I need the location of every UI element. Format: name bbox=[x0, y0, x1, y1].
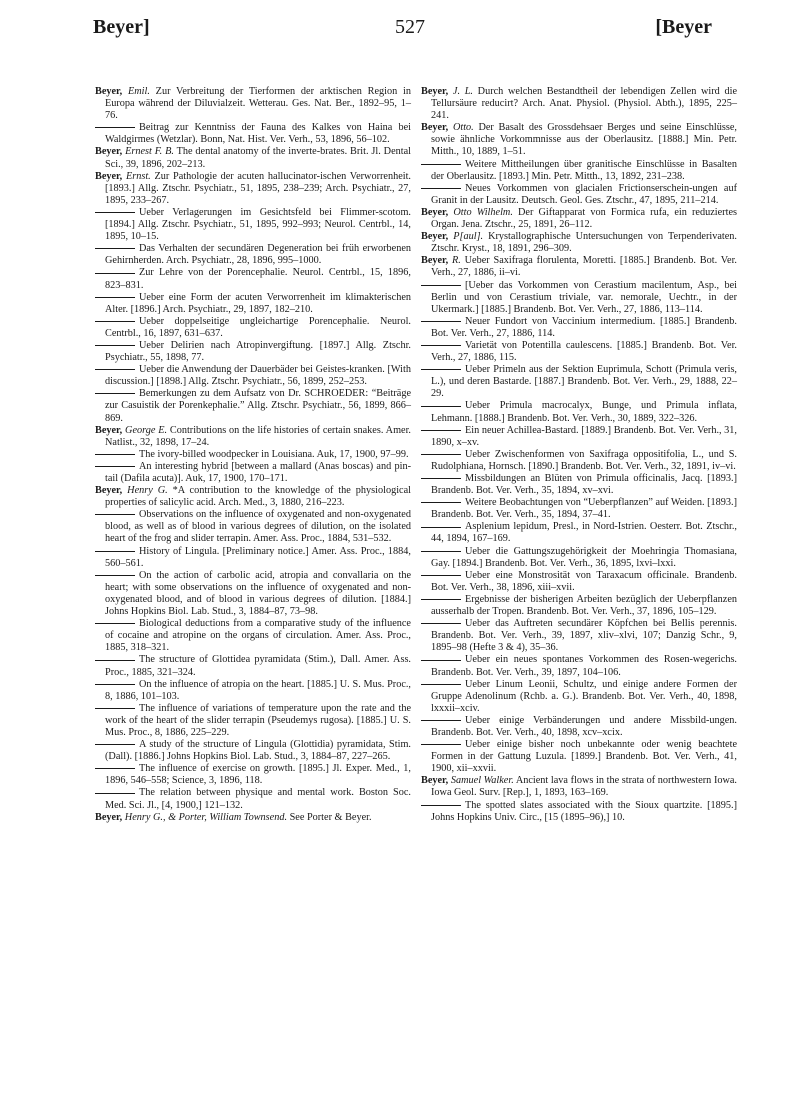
ditto-rule bbox=[421, 805, 461, 806]
citation-text: A study of the structure of Lingula (Glottidia) pyramidata, Stim. (Dall). [1886.] Johns Hopkins Biol. Lab. Stud., 3, 1884–87, 227–265. bbox=[105, 739, 411, 763]
sub-entry bbox=[95, 364, 411, 388]
ditto-rule bbox=[421, 660, 461, 661]
sub-entry bbox=[421, 449, 737, 473]
author-surname: Beyer, bbox=[421, 122, 449, 134]
sub-entry bbox=[421, 183, 737, 207]
ditto-rule bbox=[421, 285, 461, 286]
citation-text: The influence of variations of temperature upon the rate and the work of the heart of the slider terrapin (Pseudemys rugosa). [1885.] U. S. Mus. Proc., 8, 1886, 225–229. bbox=[105, 702, 411, 738]
sub-entry bbox=[421, 280, 737, 316]
ditto-rule bbox=[95, 551, 135, 552]
citation-text: Ueber eine Form der acuten Verworrenheit im klimakterischen Alter. [1896.] Arch. Psychiatr., 29, 1897, 182–210. bbox=[105, 291, 411, 315]
citation-text: The structure of Glottidea pyramidata (Stim.), Dall. Amer. Ass. Proc., 1885, 321–324. bbox=[105, 654, 411, 678]
sub-entry bbox=[421, 715, 737, 739]
citation-text: Ein neuer Achillea-Bastard. [1889.] Brandenb. Bot. Ver. Verh., 31, 1890, x–xv. bbox=[431, 424, 737, 448]
author-forename: J. L. bbox=[448, 86, 473, 97]
ditto-rule bbox=[95, 514, 135, 515]
sub-entry bbox=[421, 594, 737, 618]
sub-entry bbox=[421, 618, 737, 654]
citation-text: Ergebnisse der bisherigen Arbeiten bezüglich der Ueberpflanzen ausserhalb der Tropen. Brandenb. Bot. Ver. Verh., 37, 1896, 105–129. bbox=[431, 593, 737, 618]
citation-text: Neues Vorkommen von glacialen Frictionserschein-ungen auf Granit in der Lausitz. Deutsch. Geol. Ges. Ztschr., 47, 1895, 211–214. bbox=[431, 182, 737, 206]
citation-text: Krystallographische Untersuchungen von Terpenderivaten. Ztschr. Kryst., 18, 1891, 296–309. bbox=[431, 231, 737, 255]
author-surname: Beyer, bbox=[95, 424, 123, 436]
author-surname: Beyer, bbox=[421, 86, 449, 97]
ditto-rule bbox=[421, 527, 461, 528]
author-forename: Ernst. bbox=[122, 170, 151, 182]
ditto-rule bbox=[95, 575, 135, 576]
author-surname: Beyer, bbox=[421, 206, 449, 218]
sub-entry bbox=[95, 509, 411, 545]
citation-text: Missbildungen an Blüten von Primula officinalis, Jacq. [1893.] Brandenb. Bot. Ver. Verh., 35, 1894, xv–xvi. bbox=[431, 473, 737, 497]
running-header bbox=[0, 16, 800, 42]
ditto-rule bbox=[95, 345, 135, 346]
sub-entry bbox=[95, 267, 411, 291]
ditto-rule bbox=[421, 454, 461, 455]
ditto-rule bbox=[421, 623, 461, 624]
sub-entry bbox=[421, 570, 737, 594]
ditto-rule bbox=[95, 768, 135, 769]
ditto-rule bbox=[95, 297, 135, 298]
citation-text: Zur Pathologie der acuten hallucinator-ischen Verworrenheit. [1893.] Allg. Ztschr. Psychiatr., 51, 1895, 238–239; Arch. Psychiatr., 27, 1895, 233–267. bbox=[105, 170, 411, 206]
citation-text: History of Lingula. [Preliminary notice.] Amer. Ass. Proc., 1884, 560–561. bbox=[105, 545, 411, 569]
citation-text: Ancient lava flows in the strata of northwestern Iowa. Iowa Geol. Surv. [Rep.], 1, 1893, 163–169. bbox=[431, 775, 737, 799]
sub-entry bbox=[95, 207, 411, 243]
sub-entry bbox=[421, 521, 737, 545]
sub-entry bbox=[421, 316, 737, 340]
citation-text: Weitere Beobachtungen von “Ueberpflanzen” auf Weiden. [1893.] Brandenb. Bot. Ver. Verh., 35, 1894, 37–41. bbox=[431, 497, 737, 521]
author-forename: Otto Wilhelm. bbox=[448, 206, 513, 218]
author-forename: Henry G. bbox=[122, 485, 168, 497]
citation-text: Ueber Saxifraga florulenta, Moretti. [1885.] Brandenb. Bot. Ver. Verh., 27, 1886, ii–vi. bbox=[431, 255, 737, 279]
author-entry bbox=[421, 86, 737, 122]
author-entry bbox=[421, 207, 737, 231]
citation-text: Das Verhalten der secundären Degeneration bei früh erworbenen Gehirnherden. Arch. Psychiatr., 28, 1896, 995–1000. bbox=[105, 243, 411, 267]
ditto-rule bbox=[95, 248, 135, 249]
author-forename: Emil. bbox=[122, 86, 150, 97]
sub-entry bbox=[95, 570, 411, 618]
author-surname: Beyer, bbox=[421, 775, 449, 787]
author-entry bbox=[421, 122, 737, 158]
ditto-rule bbox=[95, 623, 135, 624]
ditto-rule bbox=[95, 660, 135, 661]
citation-text: Zur Verbreitung der Tierformen der arktischen Region in Europa während der Diluvialzeit. Wetterau. Ges. Nat. Ber., 1892–95, 1–76. bbox=[105, 86, 411, 122]
ditto-rule bbox=[421, 188, 461, 189]
citation-text: Asplenium lepidum, Presl., in Nord-Istrien. Oesterr. Bot. Ztschr., 44, 1894, 167–169. bbox=[431, 521, 737, 545]
author-surname: Beyer, bbox=[95, 485, 123, 497]
author-surname: Beyer, bbox=[95, 170, 123, 182]
citation-text: On the action of carbolic acid, atropia and convallaria on the heart; with some observations on the influence of oxygenated and non-oxygenated blood, and of blood in various degrees of dilution. [1884.] Johns Hopkins Biol. Lab. Stud., 3, 1884–87, 73–98. bbox=[105, 569, 411, 618]
sub-entry bbox=[421, 679, 737, 715]
sub-entry bbox=[95, 787, 411, 811]
sub-entry bbox=[95, 703, 411, 739]
ditto-rule bbox=[421, 164, 461, 165]
citation-text: Varietät von Potentilla caulescens. [1885.] Brandenb. Bot. Ver. Verh., 27, 1886, 115. bbox=[431, 339, 737, 364]
header-right: [Beyer bbox=[655, 16, 712, 38]
ditto-rule bbox=[421, 684, 461, 685]
sub-entry bbox=[95, 739, 411, 763]
author-entry bbox=[421, 775, 737, 799]
sub-entry bbox=[95, 388, 411, 424]
author-surname: Beyer, bbox=[95, 146, 123, 158]
author-forename: P[aul]. bbox=[448, 231, 484, 243]
citation-text: Ueber einige bisher noch unbekannte oder wenig beachtete Formen in der Gattung Luzula. [1899.] Brandenb. Bot. Ver. Verh., 41, 1900, xii–xxvii. bbox=[431, 739, 737, 775]
citation-text: *A contribution to the knowledge of the physiological properties of salicylic acid. Arch. Med., 3, 1880, 216–223. bbox=[105, 485, 411, 509]
citation-text: An interesting hybrid [between a mallard (Anas boscas) and pin-tail (Dafila acuta)]. Auk, 17, 1900, 170–171. bbox=[105, 460, 411, 484]
sub-entry bbox=[421, 800, 737, 824]
sub-entry bbox=[95, 316, 411, 340]
ditto-rule bbox=[95, 212, 135, 213]
header-left: Beyer] bbox=[93, 16, 150, 38]
sub-entry bbox=[95, 679, 411, 703]
citation-text: Observations on the influence of oxygenated and non-oxygenated blood, as well as of blood in various degrees of dilution, on the isolated heart of the frog and slider terrapin. Amer. Ass. Proc., 1884, 531–532. bbox=[105, 509, 411, 545]
citation-text: The dental anatomy of the inverte-brates. Brit. Jl. Dental Sci., 39, 1896, 202–213. bbox=[105, 146, 411, 170]
sub-entry bbox=[421, 364, 737, 400]
ditto-rule bbox=[421, 430, 461, 431]
citation-text: Beitrag zur Kenntniss der Fauna des Kalkes von Haina bei Waldgirmes (Wetzlar). Bonn, Nat. Hist. Ver. Verh., 53, 1896, 56–102. bbox=[105, 122, 411, 146]
citation-text: Biological deductions from a comparative study of the influence of cocaine and atropine on the organs of circulation. Amer. Ass. Proc., 1885, 318–321. bbox=[105, 618, 411, 654]
sub-entry bbox=[421, 340, 737, 364]
author-forename: Otto. bbox=[448, 122, 474, 134]
author-surname: Beyer, bbox=[421, 231, 449, 243]
sub-entry bbox=[95, 449, 411, 461]
citation-text: The relation between physique and mental work. Boston Soc. Med. Sci. Jl., [4, 1900,] 121–132. bbox=[105, 787, 411, 811]
ditto-rule bbox=[95, 708, 135, 709]
sub-entry bbox=[95, 340, 411, 364]
ditto-rule bbox=[95, 393, 135, 394]
sub-entry bbox=[95, 461, 411, 485]
sub-entry bbox=[95, 292, 411, 316]
citation-text: Ueber Zwischenformen von Saxifraga oppositifolia, L., und S. Rudolphiana, Hornsch. [1890.] Brandenb. Bot. Ver. Verh., 32, 1891, iv–vi. bbox=[431, 448, 737, 472]
left-column bbox=[95, 86, 411, 824]
citation-text: [Ueber das Vorkommen von Cerastium macilentum, Asp., bei Berlin und von Cerastium triviale, var. nemorale, Uechtr., in der Ukermark.] [1885.] Brandenb. Bot. Ver. Verh., 27, 1886, 113–114. bbox=[431, 279, 737, 315]
citation-text: See Porter & Beyer. bbox=[287, 811, 372, 823]
sub-entry bbox=[95, 618, 411, 654]
citation-text: On the influence of atropia on the heart. [1885.] U. S. Mus. Proc., 8, 1886, 101–103. bbox=[105, 678, 411, 702]
citation-text: Neuer Fundort von Vaccinium intermedium. [1885.] Brandenb. Bot. Ver. Verh., 27, 1886, 114. bbox=[431, 315, 737, 339]
ditto-rule bbox=[95, 127, 135, 128]
citation-text: The ivory-billed woodpecker in Louisiana. Auk, 17, 1900, 97–99. bbox=[139, 448, 409, 460]
author-forename: Samuel Walker. bbox=[448, 775, 514, 787]
sub-entry bbox=[421, 473, 737, 497]
sub-entry bbox=[421, 546, 737, 570]
citation-text: Durch welchen Bestandtheil der lebendigen Zellen wird die Tellursäure reducirt? Arch. Anat. Physiol. (Physiol. Abth.), 1895, 225–241. bbox=[431, 86, 737, 122]
citation-text: Ueber doppelseitige ungleichartige Porencephalie. Neurol. Centrbl., 16, 1897, 631–637. bbox=[105, 315, 411, 339]
sub-entry bbox=[95, 243, 411, 267]
ditto-rule bbox=[421, 744, 461, 745]
citation-text: Bemerkungen zu dem Aufsatz von Dr. SCHROEDER: “Beiträge zur Casuistik der Porenkephalie.” Allg. Ztschr. Psychiatr., 56, 1899, 866–869. bbox=[105, 388, 411, 424]
ditto-rule bbox=[421, 502, 461, 503]
page-number: 527 bbox=[395, 16, 425, 38]
author-entry bbox=[95, 146, 411, 170]
citation-text: The spotted slates associated with the Sioux quartzite. [1895.] Johns Hopkins Univ. Circ., [15 (1895–96),] 10. bbox=[431, 799, 737, 823]
author-entry bbox=[95, 485, 411, 509]
ditto-rule bbox=[95, 466, 135, 467]
ditto-rule bbox=[95, 744, 135, 745]
citation-text: Der Giftapparat von Formica rufa, ein reduziertes Organ. Jena. Ztschr., 25, 1891, 26–112. bbox=[431, 206, 737, 231]
sub-entry bbox=[95, 122, 411, 146]
citation-text: Ueber eine Monstrosität von Taraxacum officinale. Brandenb. Bot. Ver. Verh., 38, 1896, xiii–xvii. bbox=[431, 569, 737, 593]
citation-text: Ueber Delirien nach Atropinvergiftung. [1897.] Allg. Ztschr. Psychiatr., 55, 1898, 77. bbox=[105, 339, 411, 364]
ditto-rule bbox=[95, 454, 135, 455]
ditto-rule bbox=[421, 369, 461, 370]
citation-text: Der Basalt des Grossdehsaer Berges und seine Einschlüsse, sowie ähnliche Vorkommnisse aus der Oberlausitz. [1888.] Min. Petr. Mitth., 10, 1889, 1–51. bbox=[431, 122, 737, 158]
ditto-rule bbox=[95, 793, 135, 794]
author-entry bbox=[95, 812, 411, 824]
citation-text: Ueber die Anwendung der Dauerbäder bei Geistes-kranken. [With discussion.] [1898.] Allg. Ztschr. Psychiatr., 56, 1899, 252–253. bbox=[105, 364, 411, 388]
citation-text: Ueber Primeln aus der Sektion Euprimula, Schott (Primula veris, L.), und deren Bastarde. [1887.] Brandenb. Bot. Ver. Verh., 29, 1888, 22–29. bbox=[431, 364, 737, 400]
ditto-rule bbox=[421, 599, 461, 600]
author-forename: George E. bbox=[122, 424, 168, 436]
sub-entry bbox=[421, 497, 737, 521]
ditto-rule bbox=[421, 406, 461, 407]
author-entry bbox=[95, 86, 411, 122]
ditto-rule bbox=[421, 478, 461, 479]
author-surname: Beyer, bbox=[95, 86, 123, 97]
author-surname: Beyer, bbox=[95, 811, 123, 823]
sub-entry bbox=[95, 546, 411, 570]
author-surname: Beyer, bbox=[421, 255, 449, 267]
author-entry bbox=[421, 231, 737, 255]
citation-text: Ueber Verlagerungen im Gesichtsfeld bei Flimmer-scotom. [1894.] Allg. Ztschr. Psychiatr., 51, 1895, 992–993; Neurol. Centrbl., 14, 1895, 10–15. bbox=[105, 206, 411, 243]
sub-entry bbox=[421, 654, 737, 678]
ditto-rule bbox=[421, 575, 461, 576]
citation-text: Weitere Mittheilungen über granitische Einschlüsse in Basalten der Oberlausitz. [1893.] Min. Petr. Mitth., 13, 1892, 231–238. bbox=[431, 158, 737, 182]
ditto-rule bbox=[95, 321, 135, 322]
citation-text: Ueber einige Verbänderungen und andere Missbild-ungen. Brandenb. Bot. Ver. Verh., 40, 1898, xcv–xcix. bbox=[431, 714, 737, 738]
right-column bbox=[421, 86, 737, 824]
citation-text: Contributions on the life histories of certain snakes. Amer. Natlist., 32, 1898, 17–24. bbox=[105, 424, 411, 448]
citation-text: Ueber Linum Leonii, Schultz, und einige andere Formen der Gruppe Adenolinum (Rchb. a. G.). Brandenb. Bot. Ver. Verh., 40, 1898, lxxxii–xciv. bbox=[431, 678, 737, 714]
ditto-rule bbox=[95, 273, 135, 274]
sub-entry bbox=[421, 425, 737, 449]
author-forename: R. bbox=[448, 255, 461, 267]
citation-text: Ueber das Auftreten secundärer Köpfchen bei Bellis perennis. Brandenb. Bot. Ver. Verh., 39, 1897, xliv–xlvi, 107; Danzig Schr., 9, 1895–98 (Hefte 3 & 4), 35–36. bbox=[431, 618, 737, 654]
citation-text: Zur Lehre von der Porencephalie. Neurol. Centrbl., 15, 1896, 823–831. bbox=[105, 267, 411, 291]
ditto-rule bbox=[421, 720, 461, 721]
citation-text: Ueber Primula macrocalyx, Bunge, und Primula inflata, Lehmann. [1888.] Brandenb. Bot. Ver. Verh., 30, 1889, 322–326. bbox=[431, 400, 737, 424]
sub-entry bbox=[421, 159, 737, 183]
author-entry bbox=[421, 255, 737, 279]
citation-text: Ueber ein neues spontanes Vorkommen des Rosen-wegerichs. Brandenb. Bot. Ver. Verh., 39, 1897, 104–106. bbox=[431, 654, 737, 678]
sub-entry bbox=[421, 400, 737, 424]
sub-entry bbox=[95, 654, 411, 678]
sub-entry bbox=[421, 739, 737, 775]
ditto-rule bbox=[421, 345, 461, 346]
sub-entry bbox=[95, 763, 411, 787]
author-forename: Ernest F. B. bbox=[122, 146, 174, 158]
ditto-rule bbox=[421, 321, 461, 322]
author-entry bbox=[95, 425, 411, 449]
ditto-rule bbox=[421, 551, 461, 552]
author-entry bbox=[95, 171, 411, 207]
author-forename: Henry G., & Porter, William Townsend. bbox=[122, 811, 288, 823]
ditto-rule bbox=[95, 684, 135, 685]
citation-text: Ueber die Gattungszugehörigkeit der Moehringia Thomasiana, Gay. [1894.] Brandenb. Bot. Ver. Verh., 36, 1895, lxvi–lxxi. bbox=[431, 545, 737, 569]
ditto-rule bbox=[95, 369, 135, 370]
citation-text: The influence of exercise on growth. [1895.] Jl. Exper. Med., 1, 1896, 546–558; Science, 3, 1896, 118. bbox=[105, 763, 411, 787]
